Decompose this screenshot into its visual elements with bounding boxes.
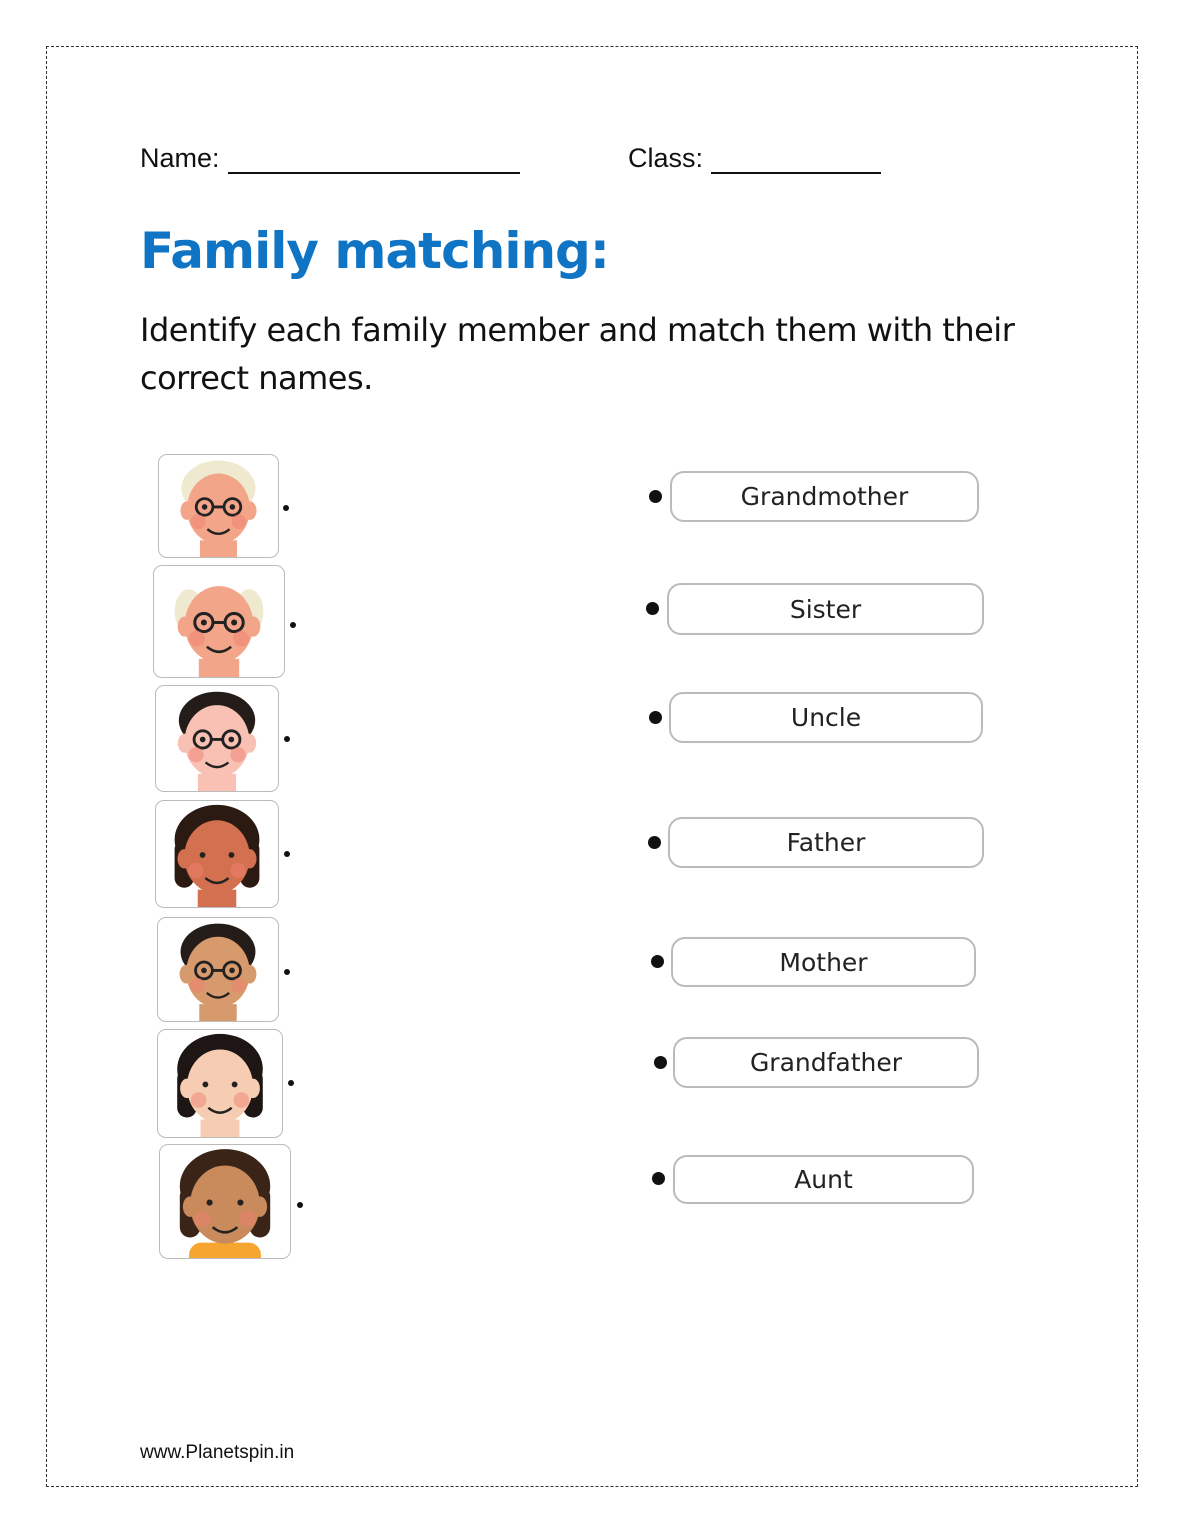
sister-face-illustration — [160, 1145, 290, 1258]
picture-match-dot[interactable] — [284, 736, 290, 742]
grandmother-face-illustration — [159, 455, 278, 557]
name-field[interactable] — [140, 142, 520, 174]
picture-match-dot[interactable] — [283, 505, 289, 511]
name-match-dot[interactable] — [649, 711, 662, 724]
name-match-dot[interactable] — [651, 955, 664, 968]
picture-match-dot[interactable] — [288, 1080, 294, 1086]
footer-url: www.Planetspin.in — [140, 1442, 295, 1463]
instructions: Identify each family member and match them with their correct names. — [140, 311, 1015, 397]
name-match-dot[interactable] — [649, 490, 662, 503]
picture-match-dot[interactable] — [290, 622, 296, 628]
name-box-grandmother[interactable]: Grandmother — [670, 471, 979, 522]
aunt-face-illustration — [156, 801, 278, 907]
picture-match-dot[interactable] — [297, 1202, 303, 1208]
uncle-face-illustration — [158, 918, 278, 1021]
name-box-grandfather[interactable]: Grandfather — [673, 1037, 979, 1088]
class-field[interactable] — [628, 142, 881, 174]
name-match-dot[interactable] — [648, 836, 661, 849]
picture-grandmother[interactable] — [158, 454, 279, 558]
name-match-dot[interactable] — [652, 1172, 665, 1185]
name-box-mother[interactable]: Mother — [671, 937, 976, 987]
worksheet-title: Family matching: — [140, 222, 609, 280]
name-match-dot[interactable] — [654, 1056, 667, 1069]
name-box-uncle[interactable]: Uncle — [669, 692, 983, 743]
class-label: Class: — [628, 143, 704, 173]
picture-grandfather[interactable] — [153, 565, 285, 678]
name-label: Name: — [140, 143, 220, 173]
mother-face-illustration — [158, 1030, 282, 1137]
picture-uncle[interactable] — [157, 917, 279, 1022]
picture-sister[interactable] — [159, 1144, 291, 1259]
father-face-illustration — [156, 686, 278, 791]
picture-mother[interactable] — [157, 1029, 283, 1138]
picture-father[interactable] — [155, 685, 279, 792]
class-blank-line[interactable] — [711, 142, 881, 174]
picture-match-dot[interactable] — [284, 851, 290, 857]
name-match-dot[interactable] — [646, 602, 659, 615]
name-blank-line[interactable] — [228, 142, 520, 174]
picture-aunt[interactable] — [155, 800, 279, 908]
name-box-sister[interactable]: Sister — [667, 583, 984, 635]
picture-match-dot[interactable] — [284, 969, 290, 975]
name-box-father[interactable]: Father — [668, 817, 984, 868]
grandfather-face-illustration — [154, 566, 284, 677]
name-box-aunt[interactable]: Aunt — [673, 1155, 974, 1204]
